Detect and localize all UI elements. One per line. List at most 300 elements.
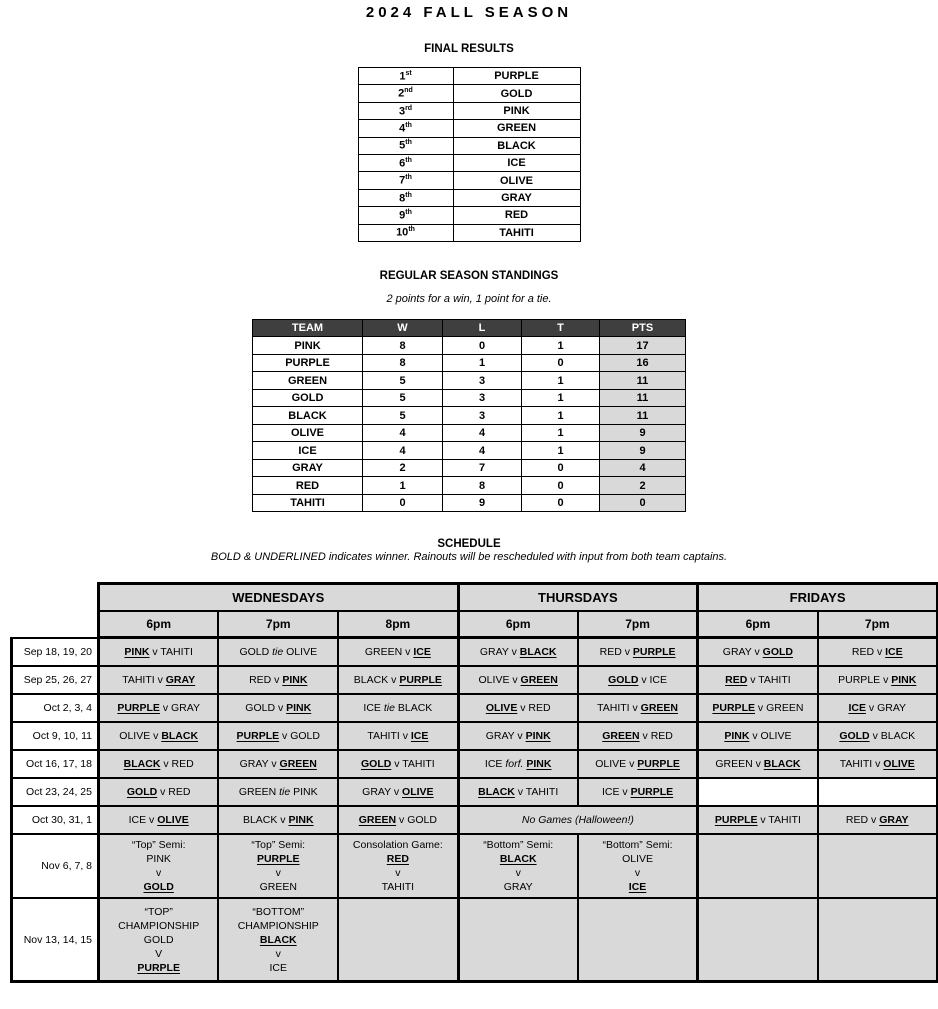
schedule-heading: SCHEDULE [437,538,501,551]
team-a: GRAY [485,730,515,743]
place-ordinal: th [405,191,412,199]
team-b: RED [528,702,551,715]
stat-cell: 1 [522,372,600,390]
playoff-line: V [155,947,163,960]
match-cell [458,694,578,722]
team-b: TAHITI [768,814,801,827]
match-cell [99,778,219,806]
team-b: GREEN [520,674,558,687]
stat-cell: 0 [522,459,600,477]
team-b: ICE [885,646,903,659]
schedule-row [12,694,938,722]
separator: v [277,814,289,827]
separator: v [402,646,414,659]
team-a: GRAY [362,786,391,799]
team-a: GOLD [239,646,270,659]
team-cell: BLACK [253,407,363,425]
table-row [358,137,580,154]
team-a: GREEN [364,646,403,659]
stat-cell: 2 [363,459,443,477]
team-a: BLACK [242,814,278,827]
team-b: BLACK [763,758,801,771]
separator: v [639,730,651,743]
match-cell [338,666,458,694]
place-cell [358,189,453,206]
table-row [253,354,686,372]
team-b: BLACK [161,730,199,743]
separator: v [390,786,403,799]
team-b: GRAY [171,702,200,715]
team-a: BLACK [478,786,515,799]
time-header: 7pm [818,611,938,638]
match-cell [818,806,938,834]
team-b: ICE [413,646,431,659]
team-b: PINK [288,814,314,827]
standings-column-header: PTS [600,319,686,337]
team-b: PINK [286,702,312,715]
place-ordinal: th [408,226,415,234]
table-row [358,189,580,206]
time-header: 6pm [458,611,578,638]
schedule-row [12,750,938,778]
place-number: 7 [399,174,406,187]
stat-cell: 1 [363,477,443,495]
team-b: GREEN [640,702,679,715]
page-title: 2024 FALL SEASON [365,4,573,21]
place-number: 2 [398,87,405,100]
stat-cell: 1 [522,389,600,407]
team-b: PINK [891,674,917,687]
team-cell: TAHITI [453,224,580,241]
no-games-cell: No Games (Halloween!) [458,806,698,834]
time-header: 6pm [99,611,219,638]
empty-cell [698,898,818,982]
playoff-line: ICE [628,881,647,894]
match-cell [698,694,818,722]
team-b: GREEN [766,702,804,715]
team-a: GRAY [239,758,269,771]
place-ordinal: th [405,174,412,182]
place-number: 10 [396,227,409,240]
team-b: PURPLE [637,758,680,771]
date-cell: Nov 6, 7, 8 [12,834,99,898]
team-a: GREEN [358,814,397,827]
team-b: GREEN [279,758,317,771]
place-cell [358,207,453,224]
team-a: BLACK [123,758,161,771]
team-a: GRAY [479,646,509,659]
match-cell [338,638,458,667]
place-number: 9 [399,209,406,222]
playoff-line: PURPLE [256,853,300,866]
team-a: OLIVE [595,758,627,771]
table-row [253,494,686,512]
match-cell [338,750,458,778]
stat-cell: 4 [443,442,522,460]
stat-cell: 9 [443,494,522,512]
standings-heading: REGULAR SEASON STANDINGS [379,269,559,282]
team-cell: ICE [453,154,580,171]
team-b: ICE [410,730,429,743]
table-row [358,120,580,137]
schedule-note: BOLD & UNDERLINED indicates winner. Rainouts will be rescheduled with input from both team captains. [210,551,728,564]
team-b: GOLD [407,814,437,827]
empty-cell [698,778,818,806]
stat-cell: 0 [522,354,600,372]
match-cell [218,778,338,806]
match-cell [578,638,698,667]
team-cell: PINK [453,102,580,119]
separator: tie [276,786,294,799]
team-cell: PURPLE [453,68,580,85]
team-a: ICE [848,702,866,715]
separator: v [146,814,158,827]
match-cell [818,722,938,750]
team-a: RED [249,674,272,687]
stat-cell: 3 [443,407,522,425]
separator: v [160,758,172,771]
separator: v [754,702,767,715]
team-a: RED [851,646,875,659]
match-cell [458,722,578,750]
standings-column-header: TEAM [253,319,363,337]
team-a: GOLD [360,758,392,771]
table-row [253,424,686,442]
table-row [358,85,580,102]
place-number: 5 [399,140,406,153]
team-cell: OLIVE [453,172,580,189]
separator: v [279,730,291,743]
stat-cell: 7 [443,459,522,477]
match-cell [698,722,818,750]
team-b: GOLD [290,730,320,743]
separator: v [869,730,881,743]
table-row [253,337,686,355]
playoff-line: v [515,867,521,880]
stat-cell: 8 [443,477,522,495]
place-ordinal: th [405,122,412,130]
table-row [358,68,580,85]
playoff-line: GOLD [143,881,174,894]
playoff-line: RED [386,853,409,866]
playoff-cell [338,834,458,898]
team-a: OLIVE [119,730,151,743]
time-header: 8pm [338,611,458,638]
team-b: ICE [649,674,668,687]
team-a: ICE [363,702,381,715]
time-header: 6pm [698,611,818,638]
place-cell [358,172,453,189]
table-row [253,372,686,390]
team-b: RED [171,758,194,771]
match-cell [218,666,338,694]
place-cell [358,224,453,241]
match-cell [218,806,338,834]
match-cell [698,638,818,667]
separator: v [751,646,763,659]
separator: v [159,702,172,715]
separator: v [391,758,403,771]
team-b: OLIVE [157,814,189,827]
match-cell [99,694,219,722]
team-a: GOLD [245,702,276,715]
stat-cell: 8 [363,354,443,372]
stat-cell: 3 [443,372,522,390]
separator: v [868,814,880,827]
separator: v [619,786,631,799]
team-cell: OLIVE [253,424,363,442]
separator: tie [269,646,287,659]
place-number: 4 [399,122,406,135]
empty-cell [818,778,938,806]
team-cell: TAHITI [253,494,363,512]
separator: v [271,674,283,687]
standings-column-header: L [443,319,522,337]
team-a: TAHITI [597,702,630,715]
separator: v [747,674,759,687]
stat-cell: 1 [522,337,600,355]
match-cell [338,722,458,750]
pts-cell: 0 [600,494,686,512]
match-cell [578,694,698,722]
place-number: 6 [399,157,406,170]
table-row [253,459,686,477]
stat-cell: 4 [363,442,443,460]
separator: v [752,758,764,771]
stat-cell: 5 [363,389,443,407]
team-cell: BLACK [453,137,580,154]
team-cell: PINK [253,337,363,355]
place-ordinal: rd [405,104,413,112]
separator: forf. [502,758,527,771]
team-b: PINK [293,786,318,799]
empty-cell [578,898,698,982]
match-cell [99,722,219,750]
match-cell [99,806,219,834]
playoff-cell [458,834,578,898]
pts-cell: 4 [600,459,686,477]
playoff-line: PINK [146,853,171,866]
corner-cell [12,584,99,612]
team-cell: ICE [253,442,363,460]
team-a: GOLD [608,674,639,687]
stat-cell: 1 [522,442,600,460]
date-cell: Oct 30, 31, 1 [12,806,99,834]
schedule-row [12,778,938,806]
standings-note: 2 points for a win, 1 point for a tie. [386,292,552,305]
separator: v [621,646,633,659]
place-cell [358,68,453,85]
standings-table [252,319,686,513]
team-b: RED [650,730,673,743]
standings-header-row [253,319,686,337]
place-number: 3 [398,105,406,118]
empty-cell [338,898,458,982]
separator: v [514,786,526,799]
stat-cell: 0 [522,477,600,495]
team-a: ICE [484,758,503,771]
separator: v [872,758,884,771]
team-b: PURPLE [630,786,674,799]
date-cell: Oct 23, 24, 25 [12,778,99,806]
match-cell [578,722,698,750]
match-cell [218,722,338,750]
place-ordinal: th [405,139,412,147]
playoff-line: OLIVE [622,853,654,866]
team-a: PURPLE [236,730,280,743]
match-cell [218,638,338,667]
playoff-line: GRAY [503,881,533,894]
match-cell [698,750,818,778]
place-cell [358,102,453,119]
date-cell: Oct 9, 10, 11 [12,722,99,750]
place-number: 1 [399,70,406,83]
match-cell [818,750,938,778]
stat-cell: 4 [443,424,522,442]
time-header: 7pm [218,611,338,638]
team-a: TAHITI [122,674,155,687]
team-cell: GRAY [253,459,363,477]
separator: v [396,814,408,827]
schedule-day-header-row [12,584,938,612]
match-cell [338,778,458,806]
team-b: OLIVE [760,730,792,743]
separator: v [749,730,761,743]
team-cell: PURPLE [253,354,363,372]
match-cell [578,778,698,806]
playoff-line: “Bottom” Semi: [602,839,673,852]
team-a: GOLD [839,730,870,743]
playoff-line: v [634,867,641,880]
playoff-cell [578,834,698,898]
stat-cell: 1 [443,354,522,372]
separator: v [150,730,162,743]
team-b: OLIVE [402,786,434,799]
place-cell [358,85,453,102]
team-b: BLACK [880,730,916,743]
separator: v [275,702,287,715]
team-a: TAHITI [367,730,400,743]
separator: v [388,674,400,687]
place-number: 8 [399,192,406,205]
separator: v [514,730,526,743]
separator: v [149,646,161,659]
team-a: PURPLE [838,674,881,687]
team-a: GREEN [238,786,277,799]
date-cell: Oct 16, 17, 18 [12,750,99,778]
team-a: BLACK [353,674,389,687]
table-row [358,224,580,241]
place-cell [358,137,453,154]
playoff-line: GREEN [259,881,297,894]
playoff-line: “Bottom” Semi: [483,839,554,852]
playoff-line: “Top” Semi: [131,839,186,852]
table-row [358,207,580,224]
stat-cell: 4 [363,424,443,442]
playoff-line: “Top” Semi: [251,839,306,852]
team-b: GRAY [877,702,907,715]
match-cell [458,750,578,778]
playoff-line: ICE [269,961,288,974]
pts-cell: 9 [600,442,686,460]
team-b: PINK [282,674,308,687]
stat-cell: 0 [522,494,600,512]
pts-cell: 2 [600,477,686,495]
team-b: GOLD [762,646,794,659]
team-a: PINK [724,730,750,743]
match-cell [458,638,578,667]
day-header: THURSDAYS [458,584,698,612]
match-cell [698,666,818,694]
pts-cell: 11 [600,389,686,407]
corner-cell [12,611,99,638]
team-cell: RED [253,477,363,495]
team-a: GRAY [722,646,752,659]
team-b: PURPLE [399,674,442,687]
team-b: RED [168,786,191,799]
team-b: PINK [525,730,551,743]
team-cell: GREEN [453,120,580,137]
match-cell [99,666,219,694]
playoff-line: BLACK [499,853,537,866]
match-cell [818,666,938,694]
team-a: GREEN [715,758,753,771]
separator: v [626,758,638,771]
team-b: OLIVE [883,758,915,771]
place-cell [358,154,453,171]
match-cell [458,778,578,806]
separator: v [508,646,520,659]
playoff-line: “BOTTOM” [252,905,305,918]
team-b: OLIVE [286,646,318,659]
separator: v [517,702,529,715]
separator: v [157,786,169,799]
table-row [358,102,580,119]
match-cell [218,750,338,778]
separator: v [880,674,892,687]
playoff-cell [99,898,219,982]
team-b: BLACK [519,646,557,659]
playoff-line: TAHITI [381,881,415,894]
place-ordinal: th [405,208,412,216]
playoff-line: v [395,867,401,880]
table-row [253,389,686,407]
team-a: ICE [128,814,147,827]
team-a: PURPLE [712,702,755,715]
team-a: TAHITI [839,758,873,771]
pts-cell: 17 [600,337,686,355]
team-a: PURPLE [714,814,758,827]
separator: v [154,674,166,687]
team-a: OLIVE [478,674,510,687]
pts-cell: 9 [600,424,686,442]
team-a: GOLD [126,786,158,799]
stat-cell: 3 [443,389,522,407]
match-cell [99,638,219,667]
schedule-row [12,898,938,982]
team-cell: RED [453,207,580,224]
table-row [253,407,686,425]
team-b: TAHITI [402,758,435,771]
empty-cell [698,834,818,898]
date-cell: Sep 18, 19, 20 [12,638,99,667]
date-cell: Sep 25, 26, 27 [12,666,99,694]
team-a: ICE [601,786,620,799]
stat-cell: 0 [363,494,443,512]
match-cell [99,750,219,778]
playoff-line: BLACK [259,933,297,946]
playoff-cell [99,834,219,898]
